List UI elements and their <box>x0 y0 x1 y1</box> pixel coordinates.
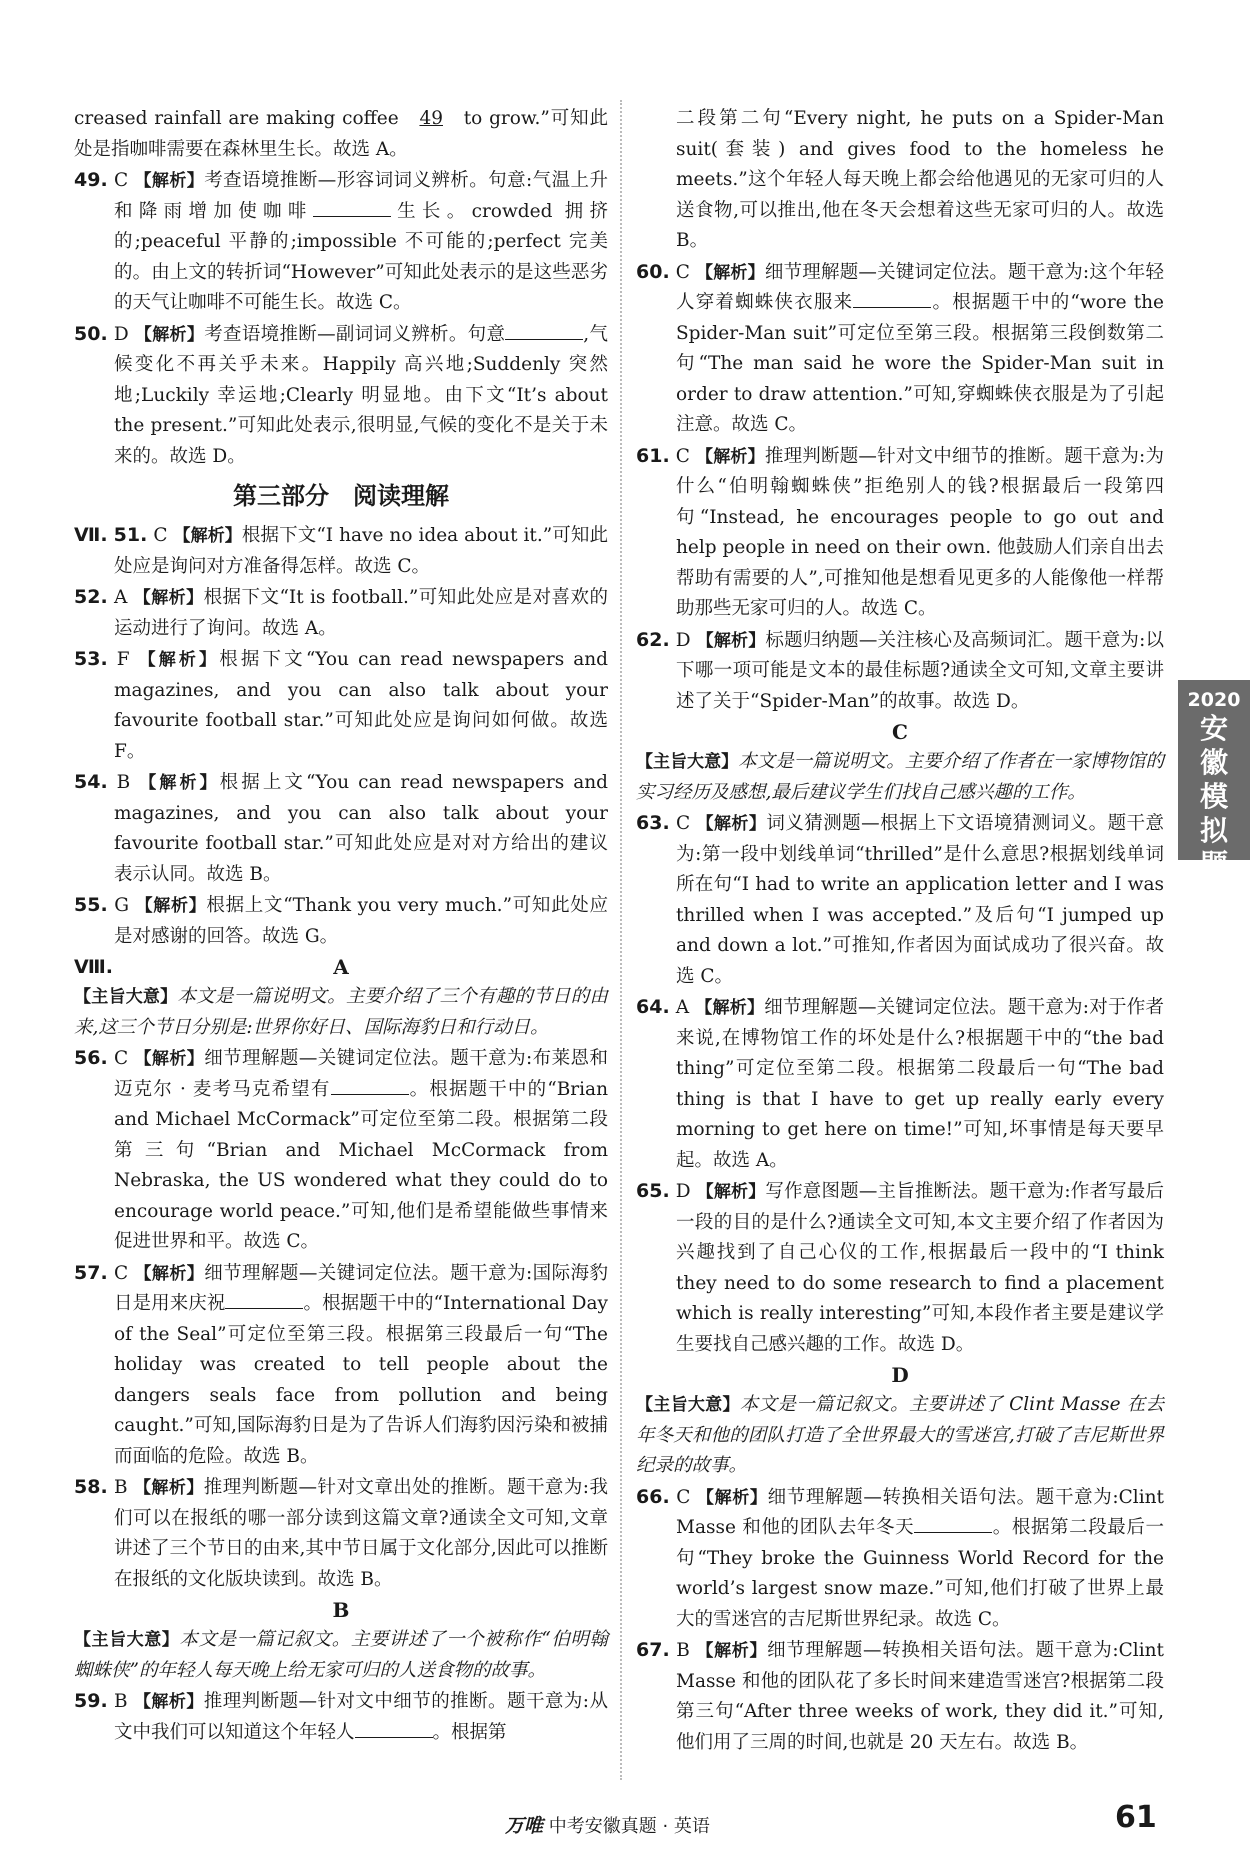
question-number: 64. <box>636 996 670 1018</box>
analysis-tag: 【解析】 <box>133 1478 204 1498</box>
answer-letter: C <box>675 261 690 283</box>
footer-brand <box>505 1811 710 1843</box>
question-number: 62. <box>636 628 670 651</box>
analysis-text: 。根据第 <box>432 1721 507 1743</box>
answer-letter: C <box>113 170 129 191</box>
question-number: 50. <box>74 322 108 345</box>
analysis-tag: 【解析】 <box>134 1049 205 1069</box>
question-number: 57. <box>74 1261 108 1284</box>
blank-number: 49 <box>419 108 443 129</box>
answer-blank <box>355 1719 433 1738</box>
question-number: 66. <box>636 1485 670 1508</box>
analysis-tag: 【解析】 <box>696 630 766 651</box>
question-number: 65. <box>636 1180 670 1202</box>
question-number: 55. <box>74 894 108 916</box>
analysis-tag: 【解析】 <box>134 171 205 191</box>
passage-label: D <box>891 1363 909 1387</box>
main-idea-label: 【主旨大意】 <box>74 1630 180 1650</box>
analysis-text: 。根据题干中的“wore the Spider-Man suit”可定位至第三段。根据第三段倒数第二句“The man said he wore the Spider-Man suit in order to draw attention.”可知,穿蜘蛛侠衣服是为了引起注意。故选 C。 <box>676 292 1164 435</box>
analysis-tag: 【解析】 <box>138 650 220 670</box>
analysis-tag: 【解析】 <box>695 998 765 1018</box>
answer-66 <box>636 1482 1164 1636</box>
answer-blank <box>853 289 931 308</box>
answer-59-continuation: 二段第二句“Every night, he puts on a Spider-Man suit(套装) and gives food to the homeless he meets.”这个年轻人每天晚上都会给他遇见的无家可归的人送食物,可以推出,他在冬天会想着这些无家可归的人。故选 B。 <box>676 108 1164 251</box>
analysis-text: 细节理解题—转换相关语句法。题干意为:Clint Masse 和他的团队花了多长时间来建造雪迷宫?根据第二段第三句“After three weeks of work, they did it.”可知,他们用了三周的时间,也就是 20 天左右。故选 B。 <box>676 1640 1164 1753</box>
answer-letter: C <box>676 813 691 834</box>
answer-58 <box>74 1472 608 1595</box>
right-column <box>636 104 1164 1758</box>
question-number: 54. <box>74 771 108 793</box>
part-viii-header <box>74 952 608 982</box>
main-idea-label: 【主旨大意】 <box>636 1395 740 1415</box>
footer-subtitle: 中考安徽真题 · 英语 <box>548 1816 710 1837</box>
passage-label: B <box>332 1598 350 1622</box>
side-tab-year: 2020 <box>1187 689 1241 711</box>
answer-letter: F <box>116 649 130 670</box>
answer-letter: C <box>153 525 168 546</box>
answer-55 <box>74 890 608 952</box>
answer-57 <box>74 1258 608 1473</box>
analysis-text: 标题归纳题—关注核心及高频词汇。题干意为:以下哪一项可能是文本的最佳标题?通读全文可知,文章主要讲述了关于“Spider-Man”的故事。故选 D。 <box>676 629 1164 712</box>
passage-label: C <box>892 720 908 744</box>
answer-60 <box>636 257 1164 441</box>
left-column <box>74 104 608 1748</box>
page-footer <box>0 1800 1250 1845</box>
answer-letter: C <box>675 445 690 467</box>
answer-blank <box>505 321 583 340</box>
analysis-tag: 【解析】 <box>696 814 767 834</box>
analysis-text: 细节理解题—转换相关语句法。题干意为:Clint Masse 和他的团队去年冬天 <box>676 1486 1164 1538</box>
main-idea-text: 本文是一篇记叙文。主要讲述了 Clint Masse 在去年冬天和他的团队打造了全世界最大的雪迷宫,打破了吉尼斯世界纪录的故事。 <box>636 1394 1165 1476</box>
main-idea-text: 本文是一篇说明文。主要介绍了作者在一家博物馆的实习经历及感想,最后建议学生们找自己感兴趣的工作。 <box>636 751 1164 803</box>
answer-51 <box>74 520 608 582</box>
analysis-text: 根据下文“It is football.”可知此处应是对喜欢的运动进行了询问。故选 A。 <box>114 587 608 639</box>
page-number: 61 <box>1115 1800 1157 1835</box>
passage-label: A <box>333 955 349 979</box>
question-number: 51. <box>113 524 148 546</box>
analysis-text: 根据下文“You can read newspapers and magazines, and you can also talk about your favourite football star.”可知此处应是询问如何做。故选 F。 <box>114 649 609 762</box>
answer-blank <box>313 198 391 217</box>
analysis-text: 生长。crowded 拥挤的;peaceful 平静的;impossible 不可能的;perfect 完美的。由上文的转折词“However”可知此处表示的是这些恶劣的天气让咖啡不可能生长。故选 C。 <box>114 200 608 313</box>
analysis-text: 细节理解题—关键词定位法。题干意为:这个年轻人穿着蜘蛛侠衣服来 <box>676 261 1164 313</box>
answer-59 <box>74 1686 608 1748</box>
analysis-tag: 【解析】 <box>135 896 207 916</box>
answer-64 <box>636 992 1164 1176</box>
analysis-tag: 【解析】 <box>133 1692 204 1712</box>
main-idea-a <box>74 982 608 1043</box>
analysis-tag: 【解析】 <box>696 1182 766 1202</box>
side-tab <box>1178 680 1250 881</box>
analysis-text: 细节理解题—关键词定位法。题干意为:国际海豹日是用来庆祝 <box>114 1262 608 1314</box>
answer-54 <box>74 767 608 890</box>
answer-letter: C <box>113 1048 129 1069</box>
answer-blank <box>331 1076 409 1095</box>
answer-53 <box>74 644 608 767</box>
analysis-text: 推理判断题—针对文章出处的推断。题干意为:我们可以在报纸的哪一部分读到这篇文章?通读全文可知,文章讲述了三个节日的由来,其中节日属于文化部分,因此可以推断在报纸的文化版块读到。故选 B。 <box>114 1477 608 1590</box>
answer-61 <box>636 441 1164 625</box>
part-numeral: Ⅷ. <box>74 956 113 978</box>
brand-logo: 万唯 <box>505 1815 544 1837</box>
answer-letter: D <box>675 629 691 651</box>
question-number: 67. <box>636 1639 670 1661</box>
answer-52 <box>74 582 608 644</box>
analysis-tag: 【解析】 <box>696 1487 768 1508</box>
question-number: 49. <box>74 169 108 191</box>
analysis-text: 。根据题干中的“International Day of the Seal”可定位至第三段。根据第三段最后一句“The holiday was created to tell people about the dangers seals face from pollution and being caught.”可知,国际海豹日是为了告诉人们海豹因污染和被捕而面临的危险。故选 B。 <box>114 1293 608 1467</box>
answer-56 <box>74 1043 608 1258</box>
answer-letter: G <box>114 895 130 916</box>
analysis-text: 考查语境推断—副词词义辨析。句意 <box>204 323 506 345</box>
main-idea-c <box>636 747 1164 808</box>
question-number: 63. <box>636 812 670 834</box>
question-number: 59. <box>74 1690 108 1712</box>
main-idea-label: 【主旨大意】 <box>74 987 178 1007</box>
part-numeral: Ⅶ. <box>74 524 108 546</box>
analysis-tag: 【解析】 <box>134 1263 205 1284</box>
answer-49 <box>74 165 608 319</box>
answer-letter: D <box>113 323 129 345</box>
main-idea-text: 本文是一篇说明文。主要介绍了三个有趣的节日的由来,这三个节日分别是:世界你好日、国际海豹日和行动日。 <box>74 986 608 1038</box>
answer-65 <box>636 1176 1164 1360</box>
answer-letter: C <box>676 1486 691 1508</box>
answer-letter: B <box>114 1477 128 1498</box>
analysis-tag: 【解析】 <box>696 262 765 283</box>
main-idea-d <box>636 1390 1164 1482</box>
question-number: 60. <box>636 260 670 283</box>
analysis-tag: 【解析】 <box>696 446 765 467</box>
answer-48-continuation <box>74 104 608 165</box>
question-number: 56. <box>74 1047 108 1069</box>
answer-63 <box>636 808 1164 992</box>
intro-text: creased rainfall are making coffee <box>74 108 399 129</box>
analysis-tag: 【解析】 <box>173 526 242 546</box>
analysis-text: 推理判断题—针对文中细节的推断。题干意为:为什么“伯明翰蜘蛛侠”拒绝别人的钱?根据最后一段第四句“Instead, he encourages people to go out and help people in need on their own. 他鼓励人们亲自出去帮助有需要的人”,可推知他是想看见更多的人能像他一样帮助那些无家可归的人。故选 C。 <box>676 445 1164 619</box>
section-title: 第三部分 阅读理解 <box>233 482 449 510</box>
analysis-text: 写作意图题—主旨推断法。题干意为:作者写最后一段的目的是什么?通读全文可知,本文主要介绍了作者因为兴趣找到了自己心仪的工作,根据最后一段中的“I think they need to do some research to find a placement which is really interesting”可知,本段作者主要是建议学生要找自己感兴趣的工作。故选 D。 <box>676 1181 1164 1355</box>
question-number: 58. <box>74 1476 108 1498</box>
analysis-tag: 【解析】 <box>139 773 220 793</box>
analysis-text: ,气候变化不再关乎未来。Happily 高兴地;Suddenly 突然地;Luckily 幸运地;Clearly 明显地。由下文“It’s about the present.”可知此处表示,很明显,气候的变化不是关于未来的。故选 D。 <box>114 323 608 467</box>
analysis-text: 细节理解题—关键词定位法。题干意为:对于作者来说,在博物馆工作的坏处是什么?根据题干中的“the bad thing”可定位至第二段。根据第二段最后一句“The bad thing is that I have to get up really early every morning to get here on time!”可知,坏事情是每天要早起。故选 A。 <box>676 997 1164 1171</box>
answer-letter: A <box>675 997 690 1018</box>
question-number: 61. <box>636 444 670 467</box>
analysis-text: 根据上文“You can read newspapers and magazines, and you can also talk about your favourite football star.”可知此处应是对对方给出的建议表示认同。故选 B。 <box>114 772 608 885</box>
answer-letter: D <box>675 1181 691 1202</box>
analysis-text: 细节理解题—关键词定位法。题干意为:布莱恩和迈克尔 · 麦考马克希望有 <box>114 1048 608 1100</box>
analysis-tag: 【解析】 <box>134 324 205 345</box>
analysis-text: 考查语境推断—形容词词义辨析。句意:气温上升和降雨增加使咖啡 <box>114 170 608 222</box>
answer-letter: B <box>114 1691 128 1712</box>
analysis-text: 。根据题干中的“Brian and Michael McCormack”可定位至第二段。根据第二段第三句“Brian and Michael McCormack from Nebraska, the US wondered what they could do to encourage world peace.”可知,他们是希望能做些事情来促进世界和平。故选 C。 <box>114 1078 608 1252</box>
intro-tail: to grow.”可知此处是指咖啡需要在森林里生长。故选 A。 <box>74 108 608 160</box>
analysis-text: 根据上文“Thank you very much.”可知此处应是对感谢的回答。故选 G。 <box>114 895 608 947</box>
answer-67 <box>636 1635 1164 1758</box>
main-idea-text: 本文是一篇记叙文。主要讲述了一个被称作“伯明翰蜘蛛侠”的年轻人每天晚上给无家可归的人送食物的故事。 <box>74 1629 608 1681</box>
analysis-text: 词义猜测题—根据上下文语境猜测词义。题干意为:第一段中划线单词“thrilled”是什么意思?根据划线单词所在句“I had to write an application letter and I was thrilled when I was accepted.”及后句“I jumped up and down a lot.”可推知,作者因为面试成功了很兴奋。故选 C。 <box>676 813 1164 987</box>
side-tab-title: 安 徽 模 拟 题 <box>1199 712 1228 881</box>
analysis-tag: 【解析】 <box>133 588 204 608</box>
answer-letter: A <box>114 587 128 608</box>
answer-blank <box>914 1514 992 1533</box>
main-idea-label: 【主旨大意】 <box>636 752 739 772</box>
answer-blank <box>225 1290 303 1309</box>
answer-letter: B <box>676 1640 690 1661</box>
answer-letter: C <box>113 1262 129 1284</box>
analysis-tag: 【解析】 <box>696 1641 768 1661</box>
answer-letter: B <box>116 772 131 793</box>
answer-50 <box>74 319 608 473</box>
question-number: 52. <box>74 586 108 608</box>
analysis-text: 根据下文“I have no idea about it.”可知此处应是询问对方准备得怎样。故选 C。 <box>114 525 609 577</box>
analysis-text: 推理判断题—针对文中细节的推断。题干意为:从文中我们可以知道这个年轻人 <box>114 1691 608 1743</box>
question-number: 53. <box>74 648 108 670</box>
analysis-text: 。根据第二段最后一句“They broke the Guinness World Record for the world’s largest snow maze.”可知,他们打破了世界上最大的雪迷宫的吉尼斯世界纪录。故选 C。 <box>676 1517 1164 1630</box>
column-divider <box>620 100 622 1780</box>
answer-62 <box>636 625 1164 718</box>
main-idea-b <box>74 1625 608 1686</box>
